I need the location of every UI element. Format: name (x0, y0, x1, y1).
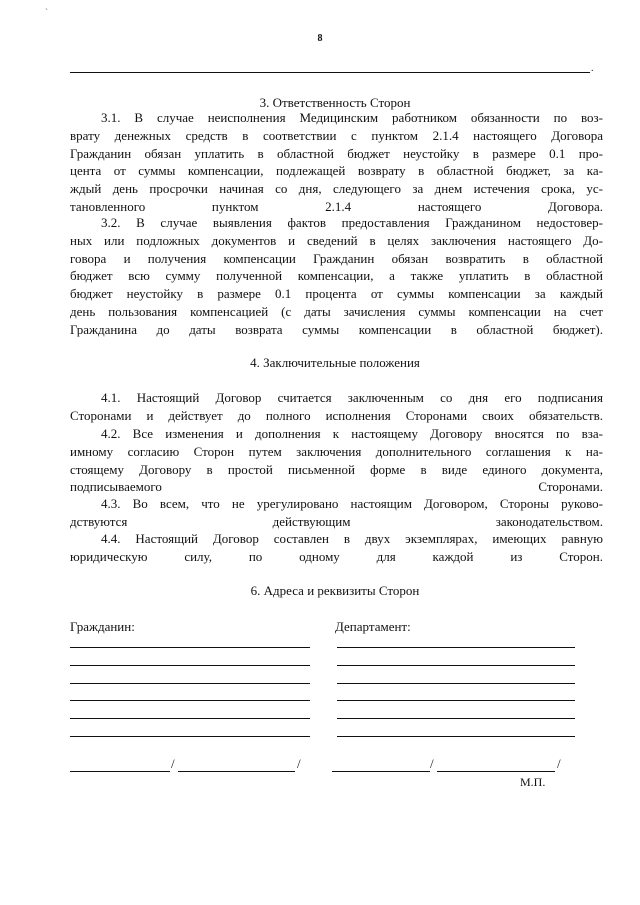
citizen-requisite-line (70, 683, 310, 684)
stamp-place-label: М.П. (520, 775, 546, 789)
text-line: бюджет всю сумму полученной компенсации, а также уплатить в областной (70, 268, 603, 284)
text-line: тановленного пунктом 2.1.4 настоящего Договора. (70, 198, 603, 214)
text-line: 3.2. В случае выявления фактов предоставления Гражданином недостовер- (101, 215, 603, 230)
section-6-heading: 6. Адреса и реквизиты Сторон (250, 583, 420, 598)
text-line: говора и получения компенсации Гражданин обязан возвратить в областной (70, 250, 603, 266)
text-line: день пользования компенсацией (с даты зачисления суммы компенсации на счет (70, 303, 603, 319)
text-line: подписываемого Сторонами. (70, 479, 603, 495)
department-requisite-line (337, 665, 575, 666)
citizen-name-line (178, 771, 295, 772)
text-line: ных или подложных документов и сведений в целях заключения настоящего До- (70, 232, 603, 248)
citizen-signature-slash: / (171, 756, 175, 771)
department-signature-slash: / (430, 756, 434, 771)
paragraph-3-2 (70, 214, 603, 339)
text-line: Гражданина до даты возврата суммы компенсации в областной бюджет). (70, 321, 603, 337)
section-3-heading: 3. Ответственность Сторон (259, 95, 411, 110)
citizen-requisite-line (70, 665, 310, 666)
text-line: стоящему Договору в простой письменной форме в виде единого документа, (70, 461, 603, 477)
text-line: бюджет неустойку в размере 0.1 процента от суммы компенсации за каждый (70, 286, 603, 302)
header-rule (70, 72, 590, 73)
section-4-heading: 4. Заключительные положения (250, 355, 420, 370)
scan-mark: ` (45, 7, 48, 17)
citizen-signature-line (70, 771, 170, 772)
citizen-requisite-line (70, 736, 310, 737)
department-label: Департамент: (335, 619, 411, 634)
text-line: 4.1. Настоящий Договор считается заключенным со дня его подписания (101, 390, 603, 405)
text-line: имному согласию Сторон путем заключения дополнительного соглашения к на- (70, 443, 603, 459)
citizen-requisite-line (70, 700, 310, 701)
department-signature-line (332, 771, 430, 772)
department-name-line (437, 771, 555, 772)
text-line: 3.1. В случае неисполнения Медицинским работником обязанности по воз- (101, 110, 603, 125)
citizen-label: Гражданин: (70, 619, 135, 634)
paragraph-4-2 (70, 425, 603, 496)
department-signature-end-slash: / (557, 756, 561, 771)
text-line: Гражданин обязан уплатить в областной бюджет неустойку в размере 0.1 про- (70, 145, 603, 161)
text-line: цента от суммы компенсации, подлежащей возврату в областной бюджет, за ка- (70, 163, 603, 179)
text-line: юридическую силу, по одному для каждой из Сторон. (70, 548, 603, 564)
text-line: 4.2. Все изменения и дополнения к настоящему Договору вносятся по вза- (101, 426, 603, 441)
text-line: 4.3. Во всем, что не урегулировано настоящим Договором, Стороны руково- (101, 496, 603, 511)
page-number: 8 (317, 33, 323, 44)
text-line: дствуются действующим законодательством. (70, 513, 603, 529)
citizen-signature-end-slash: / (297, 756, 301, 771)
paragraph-4-1 (70, 389, 603, 425)
paragraph-3-1 (70, 109, 603, 216)
department-requisite-line (337, 683, 575, 684)
text-line: 4.4. Настоящий Договор составлен в двух экземплярах, имеющих равную (101, 531, 603, 546)
citizen-requisite-line (70, 647, 310, 648)
paragraph-4-3 (70, 495, 603, 531)
department-requisite-line (337, 718, 575, 719)
header-rule-dot: . (591, 63, 594, 74)
text-line: ждый день просрочки начиная со дня, следующего за днем истечения срока, ус- (70, 181, 603, 197)
department-requisite-line (337, 647, 575, 648)
paragraph-4-4 (70, 530, 603, 566)
citizen-requisite-line (70, 718, 310, 719)
text-line: врату денежных средств в соответствии с пунктом 2.1.4 настоящего Договора (70, 127, 603, 143)
department-requisite-line (337, 736, 575, 737)
text-line: Сторонами и действует до полного исполнения Сторонами своих обязательств. (70, 407, 603, 423)
department-requisite-line (337, 700, 575, 701)
